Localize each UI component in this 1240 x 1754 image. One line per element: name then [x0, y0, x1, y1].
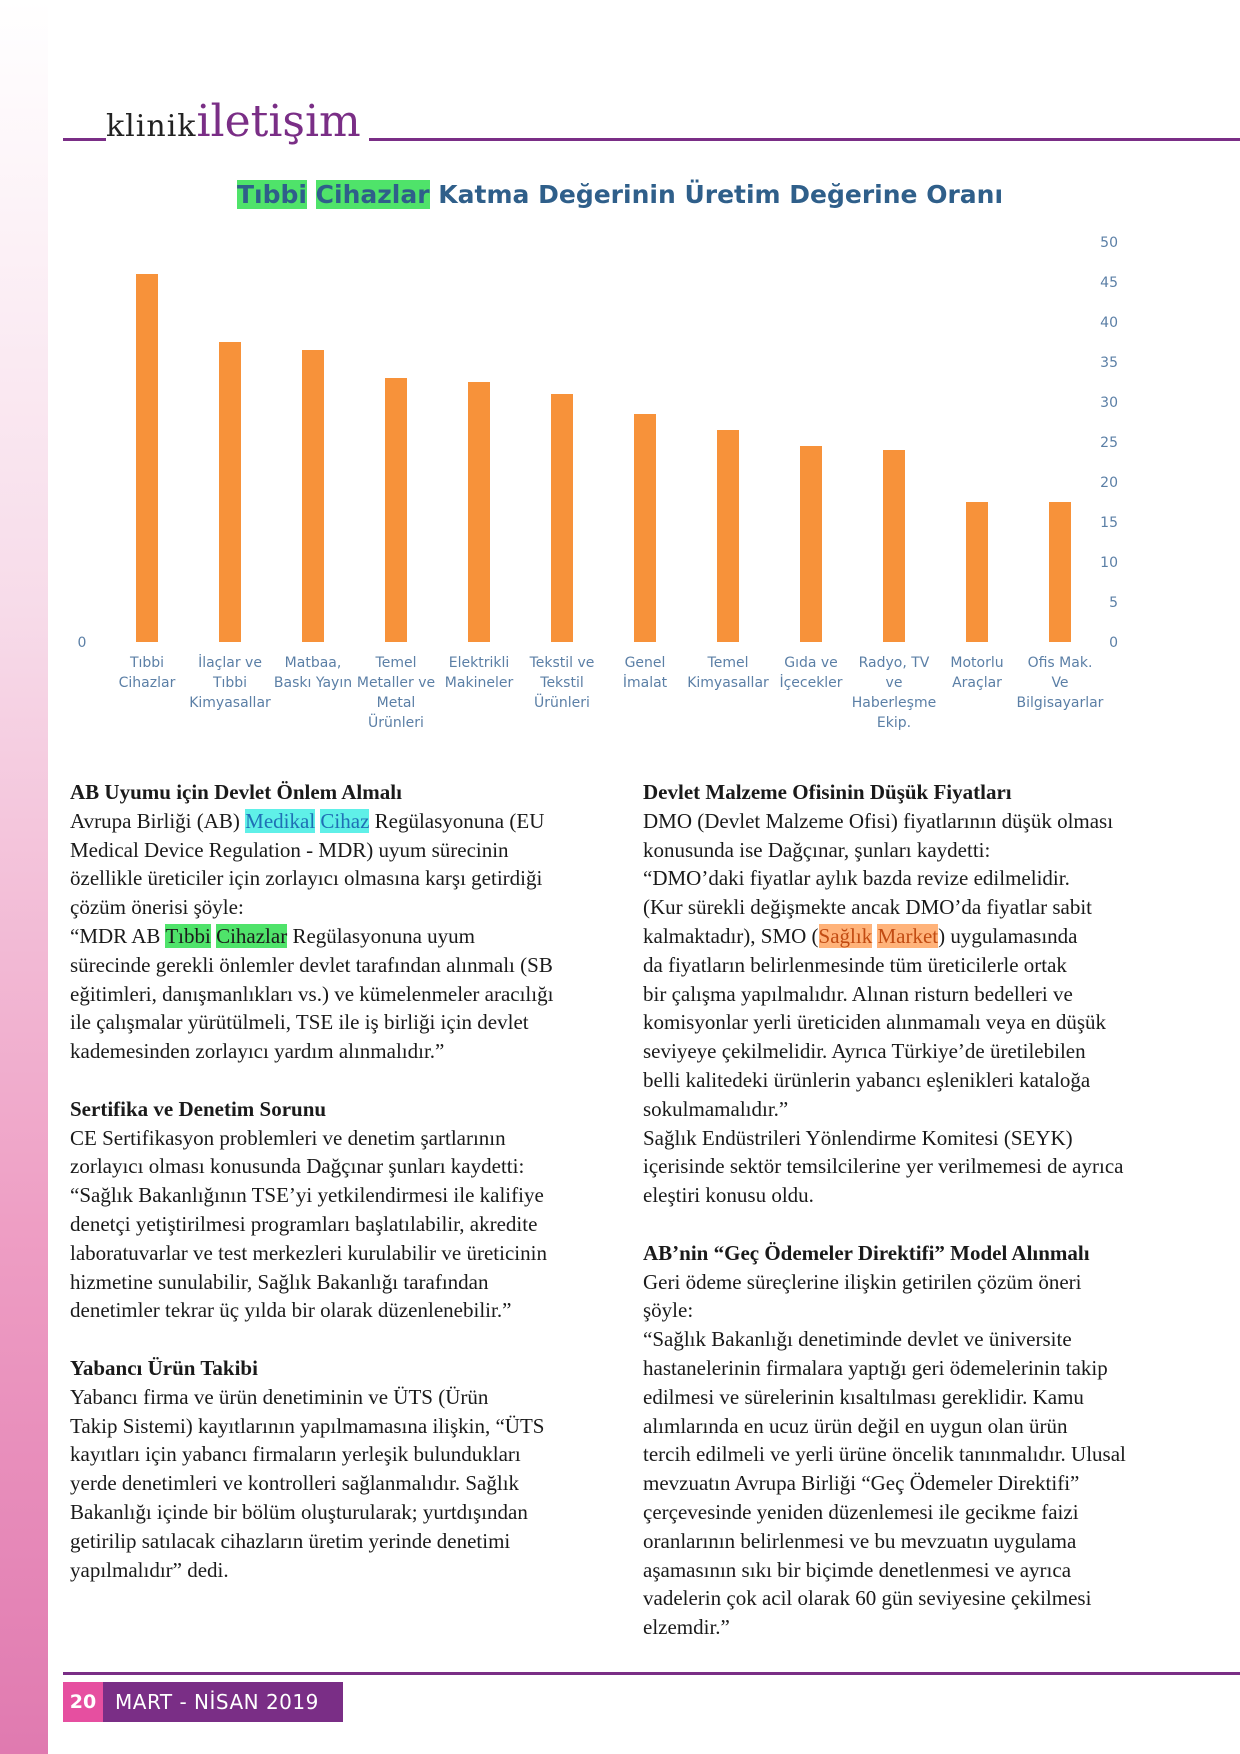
x-category-label: Kimyasallar: [189, 695, 271, 711]
x-category-label: Matbaa,: [284, 655, 342, 671]
chart-title-highlight-2: Cihazlar: [315, 180, 430, 209]
x-category-label: Genel: [624, 655, 666, 671]
paragraph-line: yerde denetimleri ve kontrolleri sağlanmalıdır. Sağlık: [70, 1471, 520, 1496]
paragraph-line: şöyle:: [643, 1298, 694, 1323]
y-tick-label: 30: [1100, 395, 1118, 411]
paragraph-line: eğitimleri, danışmanlıkları vs.) ve kümelenmeler aracılığı: [70, 981, 554, 1006]
paragraph-line: hizmetine sunulabilir, Sağlık Bakanlığı tarafından: [70, 1269, 489, 1294]
paragraph-line: da fiyatların belirlenmesinde tüm üreticilerle ortak: [643, 952, 1067, 977]
paragraph-line: Geri ödeme süreçlerine ilişkin getirilen çözüm öneri: [643, 1269, 1082, 1294]
right-column: [643, 778, 1191, 1642]
paragraph-line: getirilip satılacak cihazların üretim yerinde denetimi: [70, 1528, 511, 1553]
bar: [966, 502, 988, 642]
paragraph-line: DMO (Devlet Malzeme Ofisi) fiyatlarının düşük olması: [643, 808, 1114, 833]
x-category-label: Tekstil: [540, 675, 584, 691]
paragraph-line: çerçevesinde yeniden düzenlemesi ile gecikme faizi: [643, 1499, 1079, 1524]
paragraph-line: denetçi yetiştirilmesi programları başlatılabilir, akredite: [70, 1211, 538, 1236]
footer-band: [63, 1682, 343, 1722]
paragraph-line: edilmesi ve sürelerinin kısaltılması gereklidir. Kamu: [643, 1384, 1084, 1409]
paragraph-line: laboratuvarlar ve test merkezleri kurulabilir ve üreticinin: [70, 1240, 547, 1265]
paragraph-line: “Sağlık Bakanlığı denetiminde devlet ve üniversite: [643, 1327, 1072, 1352]
x-category-label: Araçlar: [952, 675, 1002, 691]
paragraph-line: konusunda ise Dağçınar, şunları kaydetti:: [643, 837, 991, 862]
section-title: AB Uyumu için Devlet Önlem Almalı: [70, 780, 402, 804]
bar: [468, 382, 490, 642]
chart-title-rest: Katma Değerinin Üretim Değerine Oranı: [438, 180, 1004, 209]
y-tick-label: 5: [1109, 595, 1118, 611]
x-category-label: Radyo, TV: [858, 655, 930, 671]
paragraph-line: özellikle üreticiler için zorlayıcı olmasına karşı getirdiği: [70, 866, 543, 891]
bar: [551, 394, 573, 642]
x-category-label: İçecekler: [779, 675, 843, 691]
paragraph-line: mevzuatın Avrupa Birliği “Geç Ödemeler Direktifi”: [643, 1471, 1080, 1496]
x-category-label: Tekstil ve: [529, 655, 595, 671]
paragraph-line: oranlarının belirlenmesi ve bu mevzuatın uygulama: [643, 1528, 1077, 1553]
paragraph-line: yapılmalıdır” dedi.: [70, 1557, 229, 1582]
paragraph-line: çözüm önerisi şöyle:: [70, 895, 244, 920]
highlight: Medikal: [245, 808, 316, 833]
section-title: Yabancı Ürün Takibi: [70, 1355, 258, 1380]
chart-title-highlight-1: Tıbbi: [236, 180, 307, 209]
bar: [302, 350, 324, 642]
x-category-label: Tıbbi: [129, 655, 165, 671]
paragraph-line: sokulmamalıdır.”: [643, 1096, 789, 1121]
paragraph-line: kayıtları için yabancı firmaların yerleşik bulundukları: [70, 1442, 521, 1467]
paragraph-line: Bakanlığı içinde bir bölüm oluşturularak; yurtdışından: [70, 1499, 528, 1524]
paragraph-line: zorlayıcı olması konusunda Dağçınar şunları kaydetti:: [70, 1154, 525, 1179]
x-category-label: İmalat: [622, 675, 668, 691]
x-category-label: Ürünleri: [534, 695, 590, 711]
x-category-label: Ekip.: [876, 715, 912, 731]
paragraph-line: Avrupa Birliği (AB) Medikal Cihaz Regülasyonuna (EU: [70, 808, 545, 833]
paragraph-line: (Kur sürekli değişmekte ancak DMO’da fiyatlar sabit: [643, 895, 1093, 920]
x-category-label: Baskı Yayın: [273, 675, 353, 691]
x-category-label: İlaçlar ve: [198, 655, 262, 671]
footer-rule: [63, 1672, 1240, 1675]
paragraph-line: seviyeye çekilmelidir. Ayrıca Türkiye’de üretilebilen: [643, 1039, 1086, 1064]
bar: [800, 446, 822, 642]
x-category-label: Metal: [376, 695, 416, 711]
x-category-label: Ofis Mak.: [1027, 655, 1093, 671]
paragraph-line: kademesinden zorlayıcı yardım alınmalıdır.”: [70, 1039, 445, 1064]
paragraph-line: komisyonlar yerli üreticiden alınmamalı veya en düşük: [643, 1010, 1107, 1035]
bar: [219, 342, 241, 642]
paragraph-line: sürecinde gerekli önlemler devlet tarafından alınmalı (SB: [70, 952, 553, 977]
paragraph-line: içerisinde sektör temsilcilerine yer verilmemesi de ayrıca: [643, 1154, 1124, 1179]
paragraph-line: “Sağlık Bakanlığının TSE’yi yetkilendirmesi ile kalifiye: [70, 1183, 544, 1208]
chart-title: [0, 180, 1240, 209]
paragraph-line: Yabancı firma ve ürün denetiminin ve ÜTS (Ürün: [70, 1384, 489, 1409]
bar: [1049, 502, 1071, 642]
paragraph-line: hastanelerinin firmalara yaptığı geri ödemelerinin takip: [643, 1355, 1108, 1380]
highlight: Cihazlar: [216, 923, 288, 948]
bar: [717, 430, 739, 642]
paragraph-line: belli kalitedeki ürünlerin yabancı eşlenikleri kataloğa: [643, 1067, 1091, 1092]
x-category-label: Temel: [707, 655, 749, 671]
left-column: [70, 778, 618, 1584]
bar: [136, 274, 158, 642]
magazine-logo: [106, 96, 369, 146]
section-title: Sertifika ve Denetim Sorunu: [70, 1096, 327, 1121]
paragraph-line: ile çalışmalar yürütülmeli, TSE ile iş birliği için devlet: [70, 1010, 529, 1035]
x-category-label: Gıda ve: [784, 655, 838, 671]
paragraph-line: kalmaktadır), SMO (Sağlık Market) uygulamasında: [643, 923, 1078, 948]
x-category-label: Motorlu: [950, 655, 1004, 671]
section-title: Devlet Malzeme Ofisinin Düşük Fiyatları: [643, 780, 1012, 804]
x-category-label: Elektrikli: [448, 655, 510, 671]
x-category-label: Tıbbi: [212, 675, 248, 691]
highlight: Sağlık: [818, 923, 873, 948]
paragraph-line: Sağlık Endüstrileri Yönlendirme Komitesi (SEYK): [643, 1125, 1073, 1150]
x-category-label: Temel: [375, 655, 417, 671]
y-tick-label: 0: [1109, 635, 1118, 651]
logo-large-text: iletişim: [196, 96, 361, 147]
y-tick-label: 35: [1100, 355, 1118, 371]
x-category-label: Bilgisayarlar: [1016, 695, 1104, 711]
paragraph-line: Takip Sistemi) kayıtlarının yapılmamasına ilişkin, “ÜTS: [70, 1413, 545, 1438]
highlight: Cihaz: [320, 808, 370, 833]
y-tick-label: 10: [1100, 555, 1118, 571]
paragraph-line: Medical Device Regulation - MDR) uyum sürecinin: [70, 837, 509, 862]
bar: [634, 414, 656, 642]
y-tick-label: 20: [1100, 475, 1118, 491]
paragraph-line: vadelerin çok acil olarak 60 gün seviyesine çekilmesi: [643, 1586, 1092, 1611]
paragraph-line: denetimler tekrar üç yılda bir olarak düzenlenebilir.”: [70, 1298, 512, 1323]
x-category-label: Kimyasallar: [687, 675, 769, 691]
y-tick-label: 40: [1100, 315, 1118, 331]
y-tick-label: 50: [1100, 235, 1118, 251]
y-tick-label: 45: [1100, 275, 1118, 291]
bar: [883, 450, 905, 642]
highlight: Market: [877, 923, 939, 948]
bar: [385, 378, 407, 642]
section-title: AB’nin “Geç Ödemeler Direktifi” Model Alınmalı: [643, 1240, 1090, 1265]
x-category-label: Ve: [1051, 675, 1069, 691]
x-category-label: Haberleşme: [851, 695, 937, 711]
paragraph-line: tercih edilmeli ve yerli ürüne öncelik tanınmalıdır. Ulusal: [643, 1442, 1126, 1467]
page-number: 20: [63, 1682, 103, 1722]
logo-small-text: klinik: [106, 109, 197, 144]
paragraph-line: “DMO’daki fiyatlar aylık bazda revize edilmelidir.: [643, 866, 1070, 891]
x-category-label: ve: [885, 675, 903, 691]
x-category-label: Metaller ve: [356, 675, 436, 691]
paragraph-line: aşamasının sıkı bir biçimde denetlenmesi ve ayrıca: [643, 1557, 1072, 1582]
paragraph-line: elzemdir.”: [643, 1615, 730, 1640]
left-axis-zero-label: 0: [77, 635, 87, 651]
y-tick-label: 15: [1100, 515, 1118, 531]
bar-chart: [60, 220, 1120, 740]
y-tick-label: 25: [1100, 435, 1118, 451]
issue-date: MART - NİSAN 2019: [115, 1690, 319, 1714]
paragraph-line: eleştiri konusu oldu.: [643, 1183, 814, 1208]
highlight: Tıbbi: [165, 923, 211, 948]
paragraph-line: CE Sertifikasyon problemleri ve denetim şartlarının: [70, 1125, 506, 1150]
decorative-side-strip: [0, 0, 48, 1754]
paragraph-line: “MDR AB Tıbbi Cihazlar Regülasyonuna uyum: [70, 923, 476, 948]
x-category-label: Makineler: [444, 675, 514, 691]
x-category-label: Ürünleri: [368, 715, 424, 731]
paragraph-line: alımlarında en ucuz ürün değil en uygun olan ürün: [643, 1413, 1068, 1438]
x-category-label: Cihazlar: [118, 675, 176, 691]
paragraph-line: bir çalışma yapılmalıdır. Alınan risturn bedelleri ve: [643, 981, 1073, 1006]
